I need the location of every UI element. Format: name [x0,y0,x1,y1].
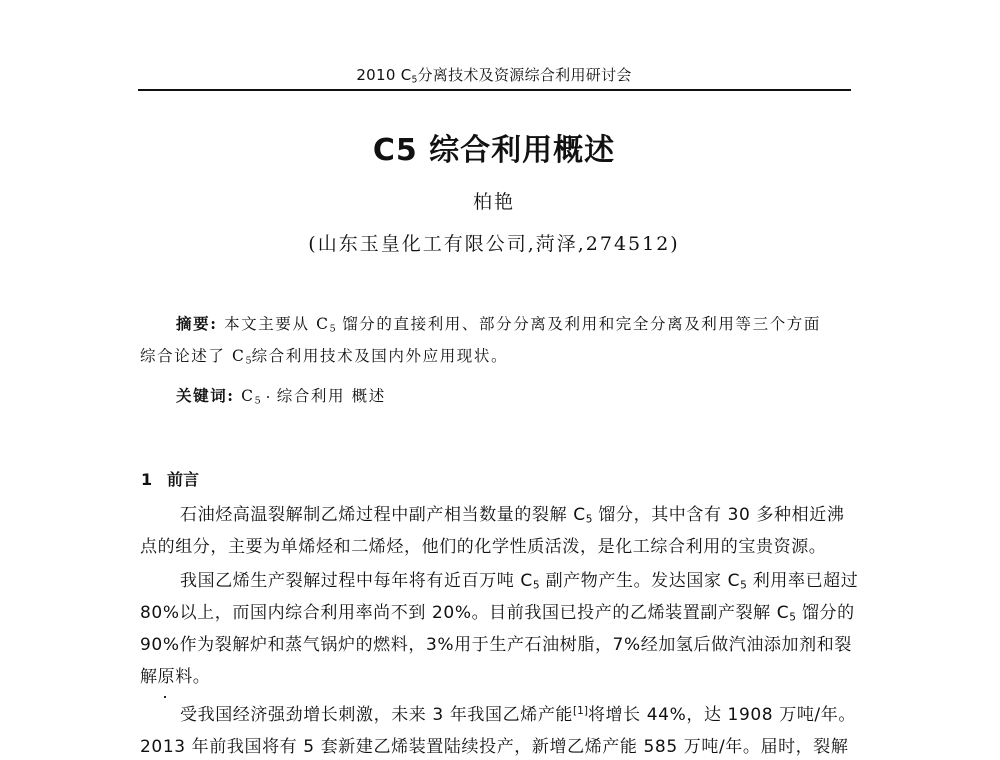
text-run: 2013 年前我国将有 5 套新建乙烯装置陆续投产，新增乙烯产能 585 万吨/年。届时，裂解 [140,737,849,757]
text-run: 石油烃高温裂解制乙烯过程中副产相当数量的裂解 C [180,505,586,525]
paragraph-2-line-4 [140,662,856,687]
section-heading [141,467,199,490]
abstract-line-2 [140,344,860,366]
author-name: 柏艳 [472,191,515,213]
keyword-1-text: C [241,387,255,405]
running-header-prefix: 2010 C [356,66,412,84]
keyword-2: 综合利用 [276,387,346,405]
running-header-suffix: 分离技术及资源综合利用研讨会 [417,66,632,84]
abstract-text-2a: 综合论述了 C [140,347,246,365]
text-run: 点的组分，主要为单烯烃和二烯烃，他们的化学性质活泼，是化工综合利用的宝贵资源。 [140,537,827,557]
scan-artifact-dot [164,696,166,698]
keyword-1-subscript: 5 [254,395,261,407]
paragraph-3-line-2 [140,732,856,757]
running-header-subscript: 5 [411,74,418,86]
abstract-text-2b: 综合利用技术及国内外应用现状。 [251,347,509,365]
paragraph-2-line-1 [180,566,859,592]
abstract-text-1b: 馏分的直接利用、部分分离及利用和完全分离及利用等三个方面 [335,315,822,333]
paragraph-1-line-1 [180,500,856,526]
keywords-line [176,384,896,406]
keyword-separator [267,396,269,398]
running-header [138,64,850,85]
keywords-label: 关键词: [176,386,235,405]
text-run: 将增长 44%，达 1908 万吨/年。 [587,705,856,725]
text-run: 我国乙烯生产裂解过程中每年将有近百万吨 C [180,571,533,591]
abstract-subscript-1: 5 [329,323,336,335]
keyword-3: 概述 [351,387,386,405]
subscript: 5 [740,579,747,592]
abstract-label: 摘要: [176,314,218,333]
section-number: 1 [141,470,153,489]
header-rule [138,89,851,91]
subscript: 5 [532,579,540,592]
text-run: 90%作为裂解炉和蒸气锅炉的燃料，3%用于生产石油树脂，7%经加氢后做汽油添加剂和裂 [140,635,852,655]
text-run: 利用率已超过 [746,571,859,591]
subscript: 5 [789,611,796,624]
paper-title: C5 综合利用概述 [372,133,616,168]
abstract-text-1a: 本文主要从 C [224,315,330,333]
section-title: 前言 [167,470,200,489]
paragraph-2-line-2 [140,598,856,624]
text-run: 解原料。 [140,667,211,687]
paragraph-2-line-3 [140,630,856,655]
author-affiliation: (山东玉皇化工有限公司,菏泽,274512) [308,233,680,255]
citation-reference[interactable]: [1] [573,705,588,718]
text-run: 80%以上，而国内综合利用率尚不到 20%。目前我国已投产的乙烯装置副产裂解 C [140,603,790,623]
paragraph-1-line-2 [140,532,856,557]
text-run: 馏分的 [795,603,855,623]
subscript: 5 [585,513,593,526]
abstract-line-1 [176,312,896,334]
text-run: 受我国经济强劲增长刺激，未来 3 年我国乙烯产能 [180,705,574,725]
text-run: 馏分，其中含有 30 多种相近沸 [592,505,845,525]
paragraph-3-line-1 [180,700,856,725]
abstract-subscript-2: 5 [245,355,252,367]
text-run: 副产物产生。发达国家 C [539,571,741,591]
keyword-1 [241,387,261,405]
